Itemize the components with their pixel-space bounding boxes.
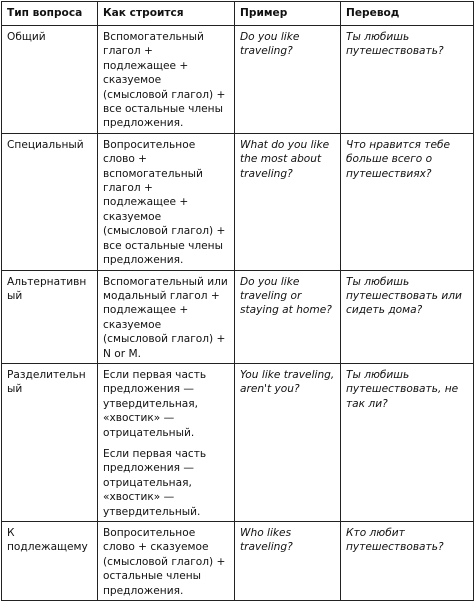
- example-cell: What do you like the most about traveling?: [235, 133, 341, 270]
- question-type-cell: Разделительный: [2, 363, 98, 521]
- construction-text: Если первая часть предложения — отрицательная, «хвостик» — утвердительный.: [103, 447, 207, 518]
- question-types-table: [1, 1, 474, 601]
- translation-cell: Что нравится тебе больше всего о путешествиях?: [341, 133, 474, 270]
- example-cell: Who likes traveling?: [235, 522, 341, 601]
- construction-text: Вспомогательный или модальный глагол + подлежащее + сказуемое (смысловой глагол) + N or M.: [103, 275, 228, 360]
- header-translation: Перевод: [341, 2, 474, 26]
- construction-cell: [98, 363, 235, 521]
- header-example: Пример: [235, 2, 341, 26]
- translation-cell: Ты любишь путешествовать или сидеть дома?: [341, 270, 474, 363]
- construction-cell: [98, 522, 235, 601]
- header-question-type: Тип вопроса: [2, 2, 98, 26]
- construction-cell: [98, 133, 235, 270]
- question-type-cell: К подлежащему: [2, 522, 98, 601]
- translation-cell: Кто любит путешествовать?: [341, 522, 474, 601]
- table-header-row: [2, 2, 474, 26]
- construction-text: Если первая часть предложения — утвердительная, «хвостик» — отрицательный.: [103, 368, 207, 439]
- construction-text: Вопросительное слово + сказуемое (смысловой глагол) + остальные члены предложения.: [103, 527, 226, 597]
- table-row: [2, 522, 474, 601]
- example-cell: Do you like traveling?: [235, 26, 341, 134]
- question-type-cell: Альтернативный: [2, 270, 98, 363]
- header-construction: Как строится: [98, 2, 235, 26]
- translation-cell: Ты любишь путешествовать?: [341, 26, 474, 134]
- construction-text: Вопросительное слово + вспомогательный глагол + подлежащее + сказуемое (смысловой глагол) + все остальные члены предложения.: [103, 138, 226, 267]
- example-cell: Do you like traveling or staying at home?: [235, 270, 341, 363]
- construction-cell: [98, 26, 235, 134]
- table-row: [2, 363, 474, 521]
- table-row: [2, 270, 474, 363]
- construction-text: Вспомогательный глагол + подлежащее + сказуемое (смысловой глагол) + все остальные члены предложения.: [103, 31, 226, 130]
- table-row: [2, 26, 474, 134]
- table-row: [2, 133, 474, 270]
- example-cell: You like traveling, aren't you?: [235, 363, 341, 521]
- translation-cell: Ты любишь путешествовать, не так ли?: [341, 363, 474, 521]
- question-type-cell: Специальный: [2, 133, 98, 270]
- construction-cell: [98, 270, 235, 363]
- question-type-cell: Общий: [2, 26, 98, 134]
